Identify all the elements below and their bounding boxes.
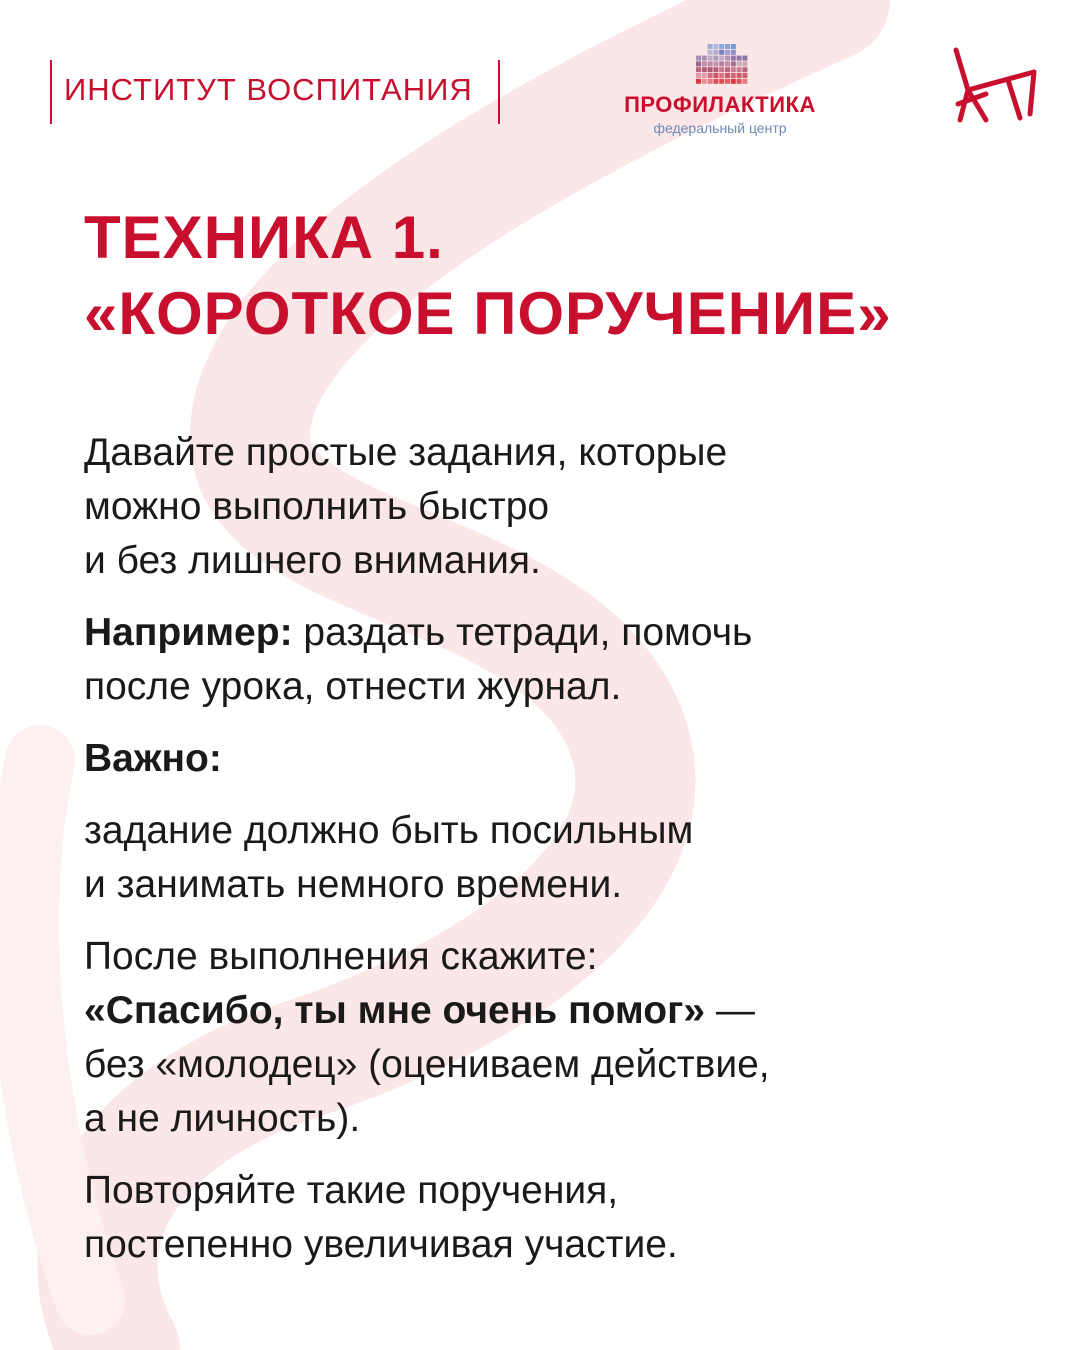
logo-mosaic-cell bbox=[713, 73, 718, 78]
logo-mosaic-cell bbox=[713, 56, 718, 61]
example-line bbox=[84, 606, 984, 660]
logo-mosaic-cell bbox=[696, 73, 701, 78]
logo-mosaic-cell bbox=[737, 79, 742, 84]
after-line: После выполнения скажите: bbox=[84, 935, 598, 978]
repeat-paragraph bbox=[84, 1164, 984, 1272]
logo-mosaic-cell bbox=[731, 50, 736, 55]
example-label: Например: bbox=[84, 611, 293, 654]
logo-mosaic-cell bbox=[725, 79, 730, 84]
header bbox=[0, 0, 1080, 160]
logo-mosaic-cell bbox=[713, 67, 718, 72]
logo-mosaic-cell bbox=[713, 44, 718, 49]
logo-mosaic-cell bbox=[737, 73, 742, 78]
important-paragraph bbox=[84, 804, 984, 912]
logo-mosaic-cell bbox=[731, 67, 736, 72]
logo-mosaic-cell bbox=[719, 44, 724, 49]
logo-mosaic-cell bbox=[719, 61, 724, 66]
profilaktika-logo bbox=[600, 44, 840, 144]
logo-mosaic-cell bbox=[731, 61, 736, 66]
logo-mosaic-cell bbox=[702, 79, 707, 84]
main-content bbox=[84, 200, 984, 1272]
logo-mosaic-cell bbox=[713, 79, 718, 84]
logo-mosaic-cell bbox=[731, 73, 736, 78]
logo-mosaic-cell bbox=[696, 67, 701, 72]
logo-mosaic-cell bbox=[708, 56, 713, 61]
logo-mosaic-cell bbox=[731, 79, 736, 84]
logo-mosaic-cell bbox=[742, 67, 747, 72]
institute-logo bbox=[50, 60, 500, 124]
title-line-2: «КОРОТКОЕ ПОРУЧЕНИЕ» bbox=[84, 280, 892, 347]
important-label: Важно: bbox=[84, 737, 222, 780]
logo-mosaic-cell bbox=[702, 73, 707, 78]
after-line: а не личность). bbox=[84, 1097, 361, 1140]
center-name: ПРОФИЛАКТИКА bbox=[624, 92, 816, 117]
title-line-1: ТЕХНИКА 1. bbox=[84, 204, 444, 271]
technique-title bbox=[84, 200, 984, 352]
logo-mosaic-cell bbox=[725, 73, 730, 78]
repeat-line: Повторяйте такие поручения, bbox=[84, 1169, 619, 1212]
logo-mosaic-cell bbox=[737, 61, 742, 66]
important-line: задание должно быть посильным bbox=[84, 809, 694, 852]
logo-mosaic-cell bbox=[742, 79, 747, 84]
logo-mosaic-cell bbox=[742, 56, 747, 61]
logo-mosaic-cell bbox=[713, 50, 718, 55]
logo-mosaic-cell bbox=[719, 56, 724, 61]
logo-mosaic-cell bbox=[708, 50, 713, 55]
body-text bbox=[84, 426, 984, 1272]
after-paragraph bbox=[84, 930, 984, 1146]
logo-mosaic-cell bbox=[719, 79, 724, 84]
logo-mosaic-cell bbox=[725, 67, 730, 72]
after-line: без «молодец» (оцениваем действие, bbox=[84, 1043, 770, 1086]
logo-mosaic-cell bbox=[708, 67, 713, 72]
intro-line: можно выполнить быстро bbox=[84, 485, 550, 528]
intro-line: Давайте простые задания, которые bbox=[84, 431, 728, 474]
logo-mosaic-cell bbox=[731, 44, 736, 49]
logo-mosaic-cell bbox=[725, 50, 730, 55]
logo-mosaic-cell bbox=[719, 73, 724, 78]
logo-mosaic-cell bbox=[742, 61, 747, 66]
logo-mosaic-cell bbox=[696, 79, 701, 84]
example-line: после урока, отнести журнал. bbox=[84, 665, 622, 708]
logo-mosaic-cell bbox=[702, 61, 707, 66]
repeat-line: постепенно увеличивая участие. bbox=[84, 1223, 678, 1266]
logo-mosaic-cell bbox=[719, 67, 724, 72]
logo-mosaic-cell bbox=[702, 56, 707, 61]
logo-mosaic-cell bbox=[737, 56, 742, 61]
logo-mosaic-cell bbox=[737, 67, 742, 72]
logo-mosaic-cell bbox=[731, 56, 736, 61]
logo-mosaic-cell bbox=[725, 61, 730, 66]
logo-mosaic-cell bbox=[713, 61, 718, 66]
logo-mosaic-cell bbox=[708, 73, 713, 78]
logo-mosaic-cell bbox=[696, 56, 701, 61]
profilaktika-grid-icon bbox=[696, 44, 748, 84]
logo-mosaic-cell bbox=[719, 50, 724, 55]
intro-paragraph bbox=[84, 426, 984, 588]
after-line bbox=[84, 984, 984, 1038]
logo-mosaic-cell bbox=[708, 61, 713, 66]
important-line: и занимать немного времени. bbox=[84, 863, 623, 906]
intro-line: и без лишнего внимания. bbox=[84, 539, 541, 582]
example-text: раздать тетради, помочь bbox=[292, 611, 753, 654]
logo-mosaic-cell bbox=[725, 56, 730, 61]
example-paragraph bbox=[84, 606, 984, 714]
center-subtitle: федеральный центр bbox=[653, 120, 787, 136]
logo-mosaic-cell bbox=[742, 73, 747, 78]
logo-mosaic-cell bbox=[708, 44, 713, 49]
thanks-quote: «Спасибо, ты мне очень помог» bbox=[84, 989, 706, 1032]
institute-name: ИНСТИТУТ ВОСПИТАНИЯ bbox=[64, 72, 473, 107]
logo-mosaic-cell bbox=[708, 79, 713, 84]
logo-mosaic-cell bbox=[725, 44, 730, 49]
logo-mosaic-cell bbox=[696, 61, 701, 66]
dash: — bbox=[705, 989, 755, 1032]
important-heading bbox=[84, 732, 984, 786]
logo-mosaic-cell bbox=[702, 67, 707, 72]
chair-icon bbox=[946, 44, 1042, 124]
